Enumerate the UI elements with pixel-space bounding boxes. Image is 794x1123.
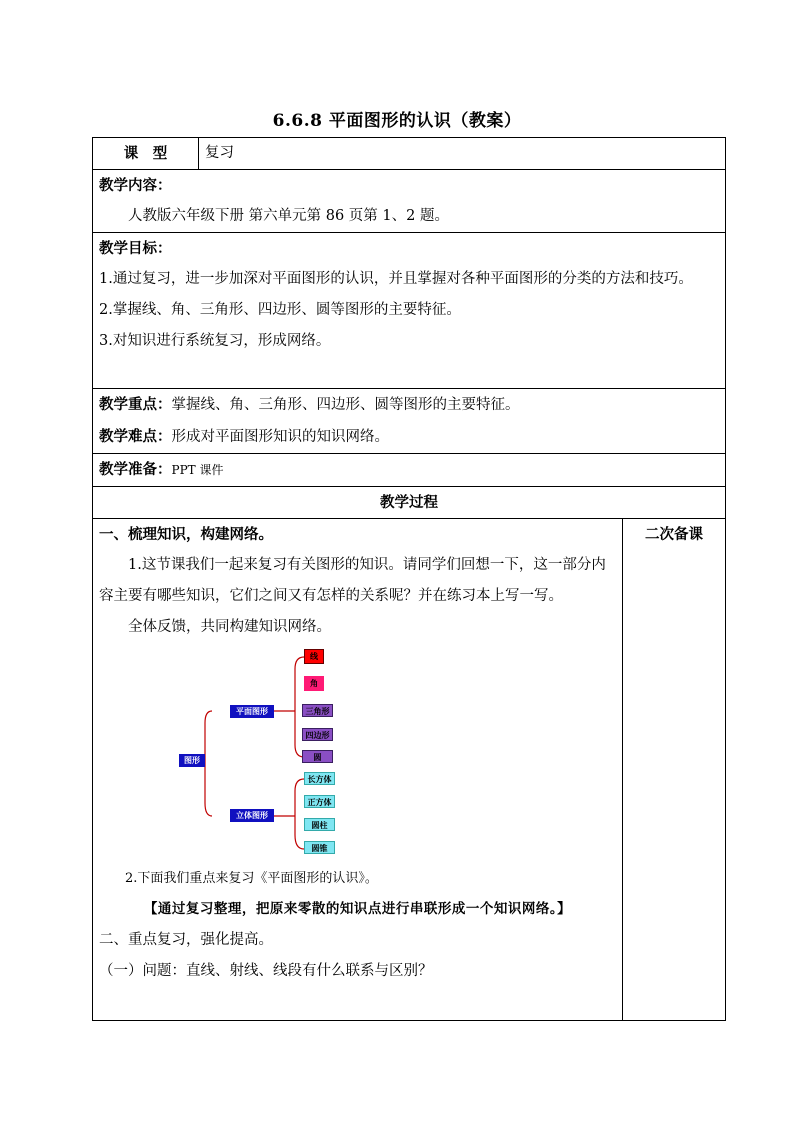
process-paragraph-2: 全体反馈，共同构建知识网络。 (128, 619, 331, 635)
content-cell (93, 170, 726, 233)
node-circle: 圆 (302, 750, 333, 763)
preparation-cell (93, 454, 726, 487)
process-paragraph-3: 2.下面我们重点来复习《平面图形的认识》。 (125, 871, 378, 886)
side-heading: 二次备课 (623, 519, 726, 1021)
node-angle: 角 (304, 676, 324, 691)
node-triangle: 三角形 (302, 704, 333, 717)
content-text: 人教版六年级下册 第六单元第 86 页第 1、2 题。 (128, 208, 449, 224)
key-points-text: 掌握线、角、三角形、四边形、圆等图形的主要特征。 (171, 397, 520, 413)
section-1-heading: 一、梳理知识，构建网络。 (99, 526, 273, 543)
process-cell (93, 519, 623, 1021)
process-paragraph-1: 1.这节课我们一起来复习有关图形的知识。请同学们回想一下，这一部分内容主要有哪些知识，它们之间又有怎样的关系呢？并在练习本上写一写。 (99, 557, 606, 604)
node-plane-shapes: 平面图形 (230, 705, 274, 718)
objectives-cell (93, 233, 726, 389)
key-points-label: 教学重点： (99, 396, 172, 413)
node-cone: 圆锥 (304, 841, 335, 854)
page-title: 6.6.8 平面图形的认识（教案） (272, 111, 522, 131)
question-1: （一）问题：直线、射线、线段有什么联系与区别？ (99, 963, 433, 979)
course-type-value: 复习 (199, 138, 726, 170)
difficulties-text: 形成对平面图形知识的知识网络。 (171, 429, 389, 445)
node-root: 图形 (179, 754, 205, 767)
key-points-cell (93, 389, 726, 454)
preparation-text: PPT 课件 (171, 463, 224, 477)
course-type-label: 课 型 (93, 138, 199, 170)
node-cuboid: 长方体 (304, 772, 335, 785)
objective-item: 2.掌握线、角、三角形、四边形、圆等图形的主要特征。 (99, 302, 461, 318)
process-heading: 教学过程 (93, 487, 726, 519)
knowledge-network-diagram (99, 643, 599, 863)
node-quadrilateral: 四边形 (302, 728, 333, 741)
section-2-heading: 二、重点复习，强化提高。 (99, 932, 273, 948)
preparation-label: 教学准备： (99, 461, 172, 478)
process-note: 【通过复习整理，把原来零散的知识点进行串联形成一个知识网络。】 (143, 901, 572, 917)
objective-item: 1.通过复习，进一步加深对平面图形的认识，并且掌握对各种平面图形的分类的方法和技巧。 (99, 271, 693, 287)
objectives-heading: 教学目标： (99, 240, 172, 257)
content-heading: 教学内容： (99, 177, 172, 194)
diagram-connectors (99, 643, 599, 863)
node-cube: 正方体 (304, 795, 335, 808)
node-line: 线 (304, 649, 324, 664)
node-solid-shapes: 立体图形 (230, 809, 274, 822)
difficulties-label: 教学难点： (99, 428, 172, 445)
objective-item: 3.对知识进行系统复习，形成网络。 (99, 333, 331, 349)
node-cylinder: 圆柱 (304, 818, 335, 831)
lesson-plan-table (92, 137, 726, 1021)
